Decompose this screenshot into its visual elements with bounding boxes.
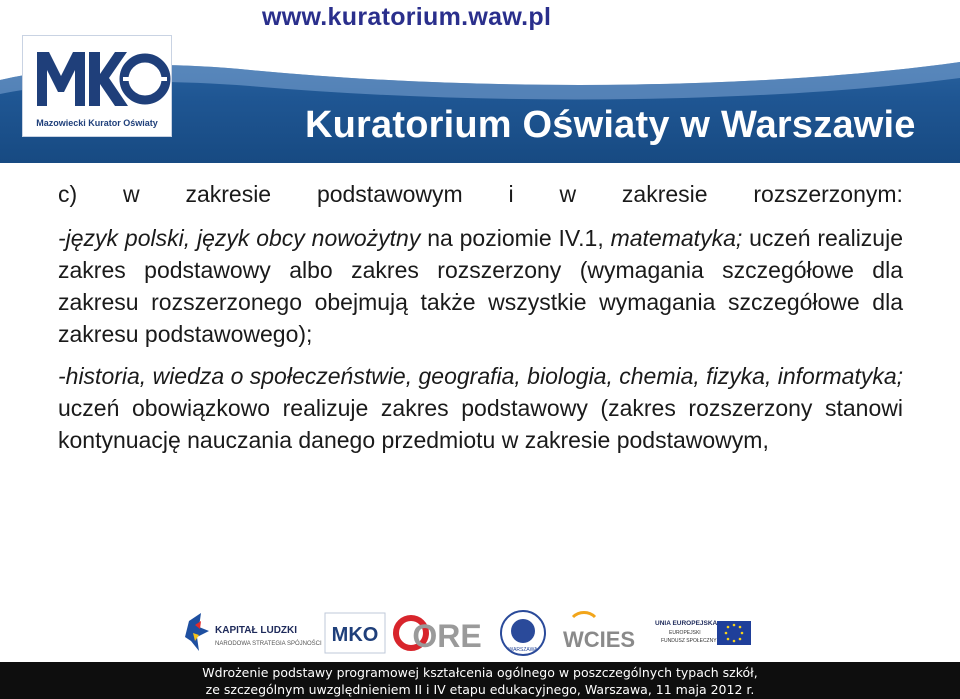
eu-sub2: FUNDUSZ SPOŁECZNY [661, 638, 717, 644]
eu-title: UNIA EUROPEJSKA [655, 620, 718, 627]
intro-word-4: i [508, 181, 514, 207]
school-seal-logo [501, 611, 545, 655]
page-title: Kuratorium Oświaty w Warszawie [305, 104, 916, 146]
kapital-ludzki-title: KAPITAŁ LUDZKI [215, 625, 298, 636]
ore-logo [396, 618, 482, 654]
mko-small-logo [325, 613, 385, 653]
header-banner [0, 0, 960, 163]
subjects-list-italic: -historia, wiedza o społeczeństwie, geografia, biologia, chemia, fizyka, informatyka; [58, 363, 904, 389]
slide-content [58, 178, 903, 456]
intro-line [58, 178, 903, 210]
footer-line-2: ze szczególnym uwzględnieniem II i IV etapu edukacyjnego, Warszawa, 11 maja 2012 r. [205, 682, 755, 697]
eu-sub1: EUROPEJSKI [669, 630, 701, 636]
mko-logo-caption: Mazowiecki Kurator Oświaty [36, 118, 158, 128]
intro-word-1: w [123, 181, 140, 207]
ore-text: ORE [412, 618, 482, 654]
level-text: na poziomie IV.1, [420, 225, 611, 251]
kapital-ludzki-logo [185, 613, 322, 651]
intro-word-5: w [559, 181, 577, 207]
subjects-italic: -język polski, język obcy nowożytny [58, 225, 421, 251]
partner-logos-strip [185, 607, 755, 659]
mko-logo-mark [23, 36, 173, 120]
intro-word-7: rozszerzonym: [753, 181, 903, 207]
footer-line-1: Wdrożenie podstawy programowej kształcenia ogólnego w poszczególnych typach szkół, [202, 665, 758, 680]
intro-word-3: podstawowym [316, 181, 463, 207]
paragraph-body: uczeń obowiązkowo realizuje zakres podstawowy (zakres rozszerzony stanowi kontynuację nauczania danego przedmiotu w zakresie podstawowym, [58, 395, 903, 453]
eu-logo [655, 620, 751, 645]
paragraph-other-subjects [58, 360, 903, 456]
mko-small-text: MKO [331, 624, 379, 646]
kapital-ludzki-subtitle: NARODOWA STRATEGIA SPÓJNOŚCI [215, 641, 322, 647]
intro-word-6: zakresie [621, 181, 708, 207]
paragraph-languages-math [58, 222, 903, 350]
intro-word-2: zakresie [185, 181, 272, 207]
wcies-logo [563, 613, 635, 653]
site-url[interactable]: www.kuratorium.waw.pl [262, 3, 552, 31]
list-marker: c) [58, 181, 78, 207]
paragraph-body: uczeń realizuje zakres podstawowy albo zakres rozszerzony (wymagania szczegółowe dla zakresu rozszerzonego obejmują także wszystkie wymagania szczegółowe dla zakresu podstawowego); [58, 225, 903, 347]
partner-logos [185, 607, 755, 659]
school-seal-text: WARSZAWA [508, 647, 538, 653]
wcies-text: WCIES [562, 627, 636, 652]
math-italic: matematyka; [610, 225, 743, 251]
